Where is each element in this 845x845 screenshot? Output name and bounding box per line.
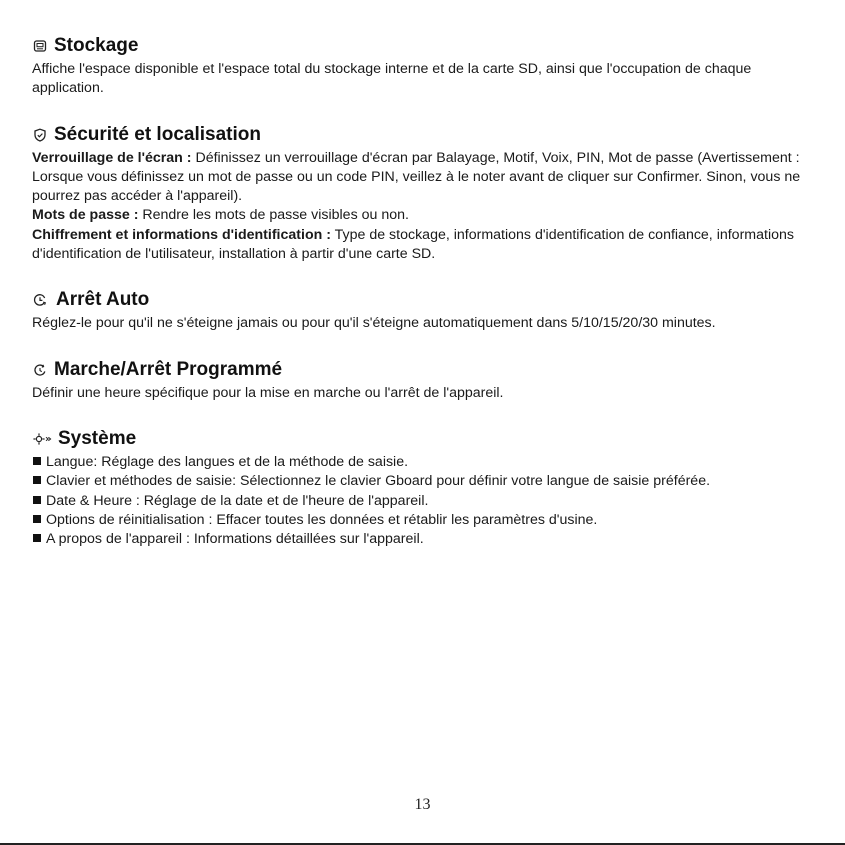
- security-encryption-label: Chiffrement et informations d'identification :: [32, 226, 331, 243]
- list-item: [32, 530, 812, 549]
- section-title-scheduled-power: [32, 358, 812, 382]
- section-system: [32, 427, 812, 549]
- list-item: [32, 492, 812, 511]
- security-encryption-text: Type de stockage, informations d'identification de confiance, informations d'identification de l'utilisateur, installation à partir d'une carte SD.: [32, 226, 794, 263]
- security-screen-lock-text: Définissez un verrouillage d'écran par Balayage, Motif, Voix, PIN, Mot de passe (Avertissement : Lorsque vous définissez un mot de passe ou un code PIN, veillez à le noter avant de cliquer sur Confirmer. Sinon, vous ne pourrez pas accéder à l'appareil).: [32, 149, 801, 205]
- storage-icon: [32, 38, 48, 54]
- list-item-text: Langue: Réglage des langues et de la méthode de saisie.: [46, 453, 409, 470]
- list-item-text: A propos de l'appareil : Informations détaillées sur l'appareil.: [46, 531, 424, 548]
- section-title-storage: [32, 34, 812, 58]
- security-screen-lock-label: Verrouillage de l'écran :: [32, 149, 192, 166]
- bullet-square-icon: [33, 534, 41, 542]
- scheduled-power-description: Définir une heure spécifique pour la mise en marche ou l'arrêt de l'appareil.: [32, 384, 504, 401]
- section-auto-off: [32, 288, 812, 333]
- section-title-text: Marche/Arrêt Programmé: [54, 358, 283, 380]
- list-item-text: Clavier et méthodes de saisie: Sélectionnez le clavier Gboard pour définir votre langue de saisie préférée.: [46, 473, 711, 490]
- manual-page-content: [32, 34, 812, 549]
- auto-off-description: Réglez-le pour qu'il ne s'éteigne jamais ou pour qu'il s'éteigne automatiquement dans 5/10/15/20/30 minutes.: [32, 315, 716, 332]
- section-scheduled-power: [32, 358, 812, 403]
- system-options-list: [32, 453, 812, 549]
- shield-icon: [32, 127, 48, 143]
- power-timer-icon: [32, 292, 48, 308]
- security-screen-lock: [32, 149, 812, 207]
- section-title-text: Sécurité et localisation: [54, 123, 261, 145]
- list-item-text: Options de réinitialisation : Effacer toutes les données et rétablir les paramètres d'usine.: [46, 511, 598, 528]
- bullet-square-icon: [33, 515, 41, 523]
- system-gear-icon: [32, 431, 52, 447]
- list-item: [32, 511, 812, 530]
- section-title-security: [32, 123, 812, 147]
- section-title-text: Système: [58, 427, 137, 449]
- security-encryption: [32, 226, 812, 265]
- security-passwords-text: Rendre les mots de passe visibles ou non.: [138, 207, 409, 224]
- security-passwords-label: Mots de passe :: [32, 207, 139, 224]
- page-number: 13: [414, 796, 431, 813]
- list-item: [32, 472, 812, 491]
- bullet-square-icon: [33, 457, 41, 465]
- list-item: [32, 453, 812, 472]
- section-title-auto-off: [32, 288, 812, 312]
- bullet-square-icon: [33, 476, 41, 484]
- section-title-text: Arrêt Auto: [56, 289, 150, 311]
- schedule-icon: [32, 362, 48, 378]
- section-storage: [32, 34, 812, 99]
- section-security: [32, 123, 812, 265]
- security-passwords: [32, 206, 812, 225]
- section-title-text: Stockage: [54, 35, 139, 56]
- bullet-square-icon: [33, 496, 41, 504]
- storage-description: Affiche l'espace disponible et l'espace total du stockage interne et de la carte SD, ainsi que l'occupation de chaque application.: [32, 61, 752, 97]
- list-item-text: Date & Heure : Réglage de la date et de l'heure de l'appareil.: [46, 492, 429, 509]
- section-title-system: [32, 427, 812, 451]
